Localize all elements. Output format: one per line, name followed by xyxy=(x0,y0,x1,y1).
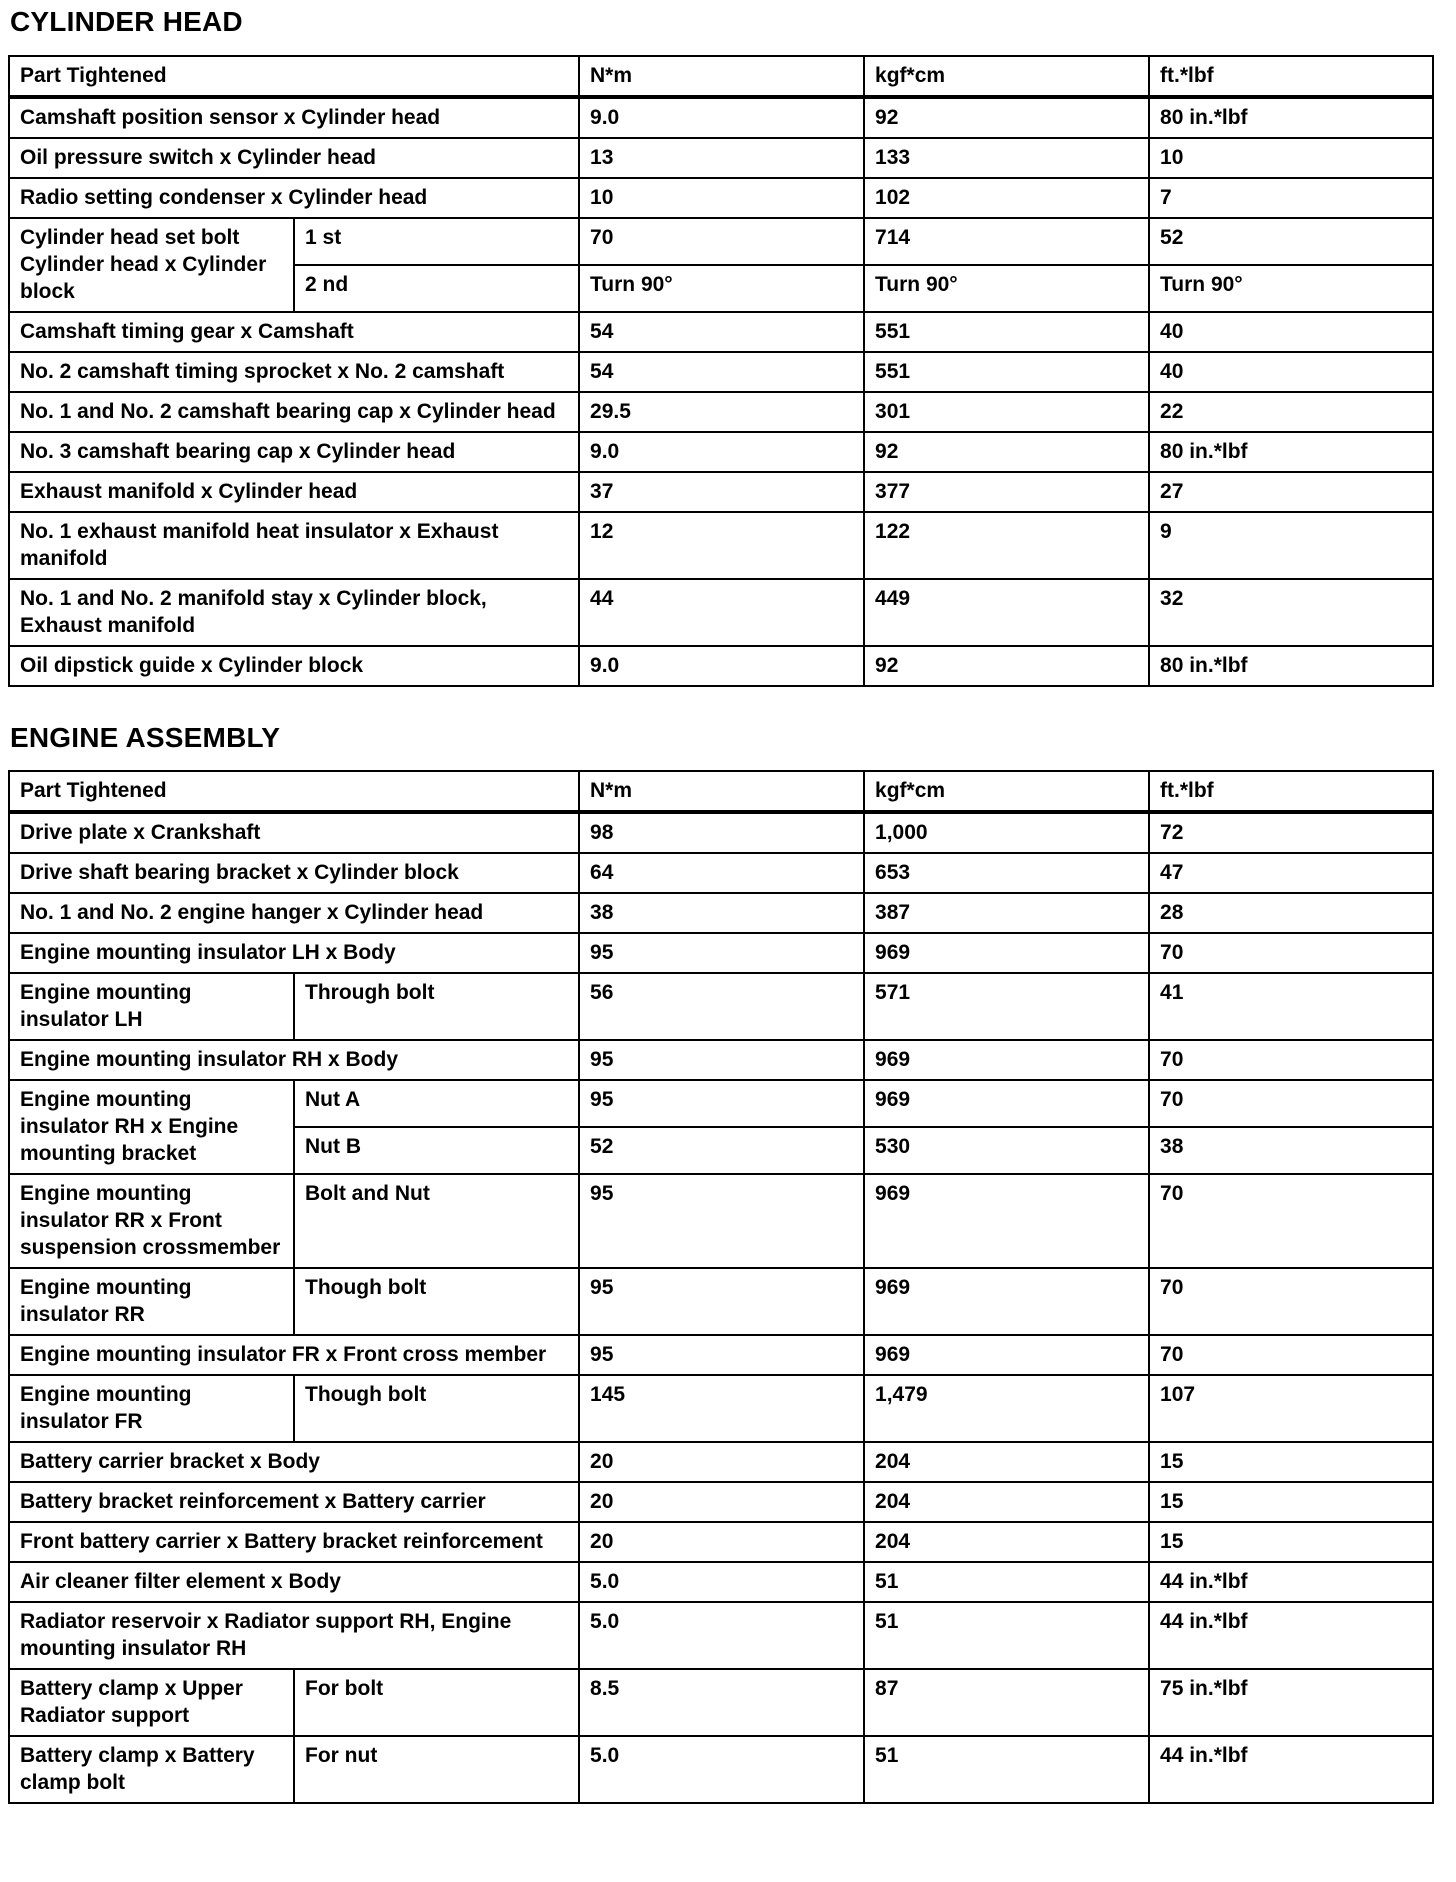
kgf-cm-cell: 133 xyxy=(864,138,1149,178)
kgf-cm-cell: 301 xyxy=(864,392,1149,432)
nm-cell: 70 xyxy=(579,218,864,265)
fastener-cell: Through bolt xyxy=(294,973,579,1040)
nm-cell: 5.0 xyxy=(579,1562,864,1602)
part-cell: Oil dipstick guide x Cylinder block xyxy=(9,646,579,686)
nm-cell: 52 xyxy=(579,1127,864,1174)
part-cell: Air cleaner filter element x Body xyxy=(9,1562,579,1602)
table-header-row xyxy=(9,771,1433,812)
kgf-cm-cell: 204 xyxy=(864,1442,1149,1482)
kgf-cm-cell: 51 xyxy=(864,1602,1149,1669)
ft-lbf-cell: 80 in.*lbf xyxy=(1149,97,1433,138)
table-row xyxy=(9,1174,1433,1268)
part-cell: Engine mounting insulator RH x Body xyxy=(9,1040,579,1080)
table-row xyxy=(9,1080,1433,1127)
ft-lbf-cell: 70 xyxy=(1149,1174,1433,1268)
part-cell: Camshaft position sensor x Cylinder head xyxy=(9,97,579,138)
nm-cell: 44 xyxy=(579,579,864,646)
fastener-cell: Though bolt xyxy=(294,1268,579,1335)
kgf-cm-cell: 969 xyxy=(864,1174,1149,1268)
ft-lbf-cell: 22 xyxy=(1149,392,1433,432)
table-row xyxy=(9,138,1433,178)
kgf-cm-cell: Turn 90° xyxy=(864,265,1149,312)
part-cell: Battery clamp x Battery clamp bolt xyxy=(9,1736,294,1803)
kgf-cm-cell: 571 xyxy=(864,973,1149,1040)
kgf-cm-cell: 449 xyxy=(864,579,1149,646)
nm-cell: 5.0 xyxy=(579,1736,864,1803)
table-row xyxy=(9,853,1433,893)
table-row xyxy=(9,1375,1433,1442)
torque-table-engine-assembly xyxy=(8,770,1434,1804)
ft-lbf-cell: 47 xyxy=(1149,853,1433,893)
ft-lbf-cell: 80 in.*lbf xyxy=(1149,646,1433,686)
kgf-cm-cell: 969 xyxy=(864,1040,1149,1080)
table-row xyxy=(9,97,1433,138)
kgf-cm-cell: 92 xyxy=(864,97,1149,138)
table-row xyxy=(9,1335,1433,1375)
part-cell: Battery bracket reinforcement x Battery carrier xyxy=(9,1482,579,1522)
kgf-cm-cell: 714 xyxy=(864,218,1149,265)
table-row xyxy=(9,893,1433,933)
kgf-cm-cell: 51 xyxy=(864,1736,1149,1803)
kgf-cm-cell: 87 xyxy=(864,1669,1149,1736)
ft-lbf-cell: 52 xyxy=(1149,218,1433,265)
kgf-cm-cell: 102 xyxy=(864,178,1149,218)
nm-cell: 13 xyxy=(579,138,864,178)
ft-lbf-cell: 70 xyxy=(1149,1080,1433,1127)
ft-lbf-cell: 38 xyxy=(1149,1127,1433,1174)
part-cell: No. 1 and No. 2 engine hanger x Cylinder head xyxy=(9,893,579,933)
table-row xyxy=(9,579,1433,646)
ft-lbf-cell: Turn 90° xyxy=(1149,265,1433,312)
ft-lbf-cell: 7 xyxy=(1149,178,1433,218)
part-cell: Front battery carrier x Battery bracket reinforcement xyxy=(9,1522,579,1562)
fastener-cell: 2 nd xyxy=(294,265,579,312)
part-cell: Engine mounting insulator RH x Engine mounting bracket xyxy=(9,1080,294,1174)
header-nm: N*m xyxy=(579,56,864,97)
part-cell: No. 3 camshaft bearing cap x Cylinder head xyxy=(9,432,579,472)
ft-lbf-cell: 10 xyxy=(1149,138,1433,178)
nm-cell: 12 xyxy=(579,512,864,579)
ft-lbf-cell: 15 xyxy=(1149,1482,1433,1522)
fastener-cell: For bolt xyxy=(294,1669,579,1736)
ft-lbf-cell: 41 xyxy=(1149,973,1433,1040)
ft-lbf-cell: 107 xyxy=(1149,1375,1433,1442)
kgf-cm-cell: 1,000 xyxy=(864,812,1149,853)
kgf-cm-cell: 969 xyxy=(864,933,1149,973)
ft-lbf-cell: 70 xyxy=(1149,933,1433,973)
part-cell: Camshaft timing gear x Camshaft xyxy=(9,312,579,352)
nm-cell: 95 xyxy=(579,1335,864,1375)
kgf-cm-cell: 530 xyxy=(864,1127,1149,1174)
nm-cell: 95 xyxy=(579,1268,864,1335)
table-row xyxy=(9,472,1433,512)
table-row xyxy=(9,1522,1433,1562)
kgf-cm-cell: 204 xyxy=(864,1522,1149,1562)
part-cell: Radio setting condenser x Cylinder head xyxy=(9,178,579,218)
ft-lbf-cell: 44 in.*lbf xyxy=(1149,1736,1433,1803)
header-nm: N*m xyxy=(579,771,864,812)
nm-cell: 29.5 xyxy=(579,392,864,432)
kgf-cm-cell: 204 xyxy=(864,1482,1149,1522)
nm-cell: 37 xyxy=(579,472,864,512)
nm-cell: 20 xyxy=(579,1442,864,1482)
ft-lbf-cell: 28 xyxy=(1149,893,1433,933)
nm-cell: 145 xyxy=(579,1375,864,1442)
table-row xyxy=(9,933,1433,973)
section-title-engine-assembly: ENGINE ASSEMBLY xyxy=(10,722,281,753)
kgf-cm-cell: 969 xyxy=(864,1335,1149,1375)
part-cell: Radiator reservoir x Radiator support RH, Engine mounting insulator RH xyxy=(9,1602,579,1669)
fastener-cell: Nut B xyxy=(294,1127,579,1174)
header-part-tightened: Part Tightened xyxy=(9,56,579,97)
nm-cell: 54 xyxy=(579,312,864,352)
kgf-cm-cell: 1,479 xyxy=(864,1375,1149,1442)
kgf-cm-cell: 387 xyxy=(864,893,1149,933)
nm-cell: 95 xyxy=(579,1174,864,1268)
fastener-cell: 1 st xyxy=(294,218,579,265)
ft-lbf-cell: 40 xyxy=(1149,312,1433,352)
ft-lbf-cell: 70 xyxy=(1149,1268,1433,1335)
part-cell: Exhaust manifold x Cylinder head xyxy=(9,472,579,512)
table-row xyxy=(9,1268,1433,1335)
header-part-tightened: Part Tightened xyxy=(9,771,579,812)
ft-lbf-cell: 70 xyxy=(1149,1040,1433,1080)
part-cell: Battery clamp x Upper Radiator support xyxy=(9,1669,294,1736)
ft-lbf-cell: 27 xyxy=(1149,472,1433,512)
part-cell: Oil pressure switch x Cylinder head xyxy=(9,138,579,178)
part-cell: Battery carrier bracket x Body xyxy=(9,1442,579,1482)
header-kgf-cm: kgf*cm xyxy=(864,771,1149,812)
part-cell: Engine mounting insulator FR x Front cross member xyxy=(9,1335,579,1375)
ft-lbf-cell: 9 xyxy=(1149,512,1433,579)
section-title-cylinder-head: CYLINDER HEAD xyxy=(10,6,243,37)
kgf-cm-cell: 969 xyxy=(864,1268,1149,1335)
header-kgf-cm: kgf*cm xyxy=(864,56,1149,97)
fastener-cell: Nut A xyxy=(294,1080,579,1127)
table-row xyxy=(9,178,1433,218)
table-row xyxy=(9,646,1433,686)
ft-lbf-cell: 40 xyxy=(1149,352,1433,392)
ft-lbf-cell: 44 in.*lbf xyxy=(1149,1602,1433,1669)
fastener-cell: Though bolt xyxy=(294,1375,579,1442)
table-row xyxy=(9,392,1433,432)
kgf-cm-cell: 969 xyxy=(864,1080,1149,1127)
nm-cell: 95 xyxy=(579,1040,864,1080)
nm-cell: 56 xyxy=(579,973,864,1040)
part-cell: Cylinder head set bolt Cylinder head x Cylinder block xyxy=(9,218,294,312)
part-cell: Engine mounting insulator RR xyxy=(9,1268,294,1335)
part-cell: Engine mounting insulator FR xyxy=(9,1375,294,1442)
table-row xyxy=(9,973,1433,1040)
ft-lbf-cell: 70 xyxy=(1149,1335,1433,1375)
nm-cell: 64 xyxy=(579,853,864,893)
header-ft-lbf: ft.*lbf xyxy=(1149,771,1433,812)
ft-lbf-cell: 72 xyxy=(1149,812,1433,853)
part-cell: Drive shaft bearing bracket x Cylinder block xyxy=(9,853,579,893)
table-row xyxy=(9,312,1433,352)
ft-lbf-cell: 15 xyxy=(1149,1442,1433,1482)
part-cell: No. 2 camshaft timing sprocket x No. 2 camshaft xyxy=(9,352,579,392)
nm-cell: 9.0 xyxy=(579,646,864,686)
nm-cell: 20 xyxy=(579,1482,864,1522)
ft-lbf-cell: 44 in.*lbf xyxy=(1149,1562,1433,1602)
kgf-cm-cell: 51 xyxy=(864,1562,1149,1602)
ft-lbf-cell: 32 xyxy=(1149,579,1433,646)
table-row xyxy=(9,218,1433,265)
nm-cell: 10 xyxy=(579,178,864,218)
table-row xyxy=(9,1562,1433,1602)
kgf-cm-cell: 551 xyxy=(864,312,1149,352)
kgf-cm-cell: 92 xyxy=(864,646,1149,686)
ft-lbf-cell: 15 xyxy=(1149,1522,1433,1562)
table-row xyxy=(9,1482,1433,1522)
table-row xyxy=(9,812,1433,853)
nm-cell: 8.5 xyxy=(579,1669,864,1736)
part-cell: No. 1 exhaust manifold heat insulator x Exhaust manifold xyxy=(9,512,579,579)
nm-cell: 54 xyxy=(579,352,864,392)
part-cell: No. 1 and No. 2 camshaft bearing cap x Cylinder head xyxy=(9,392,579,432)
nm-cell: 5.0 xyxy=(579,1602,864,1669)
table-row xyxy=(9,512,1433,579)
kgf-cm-cell: 122 xyxy=(864,512,1149,579)
torque-table-cylinder-head xyxy=(8,55,1434,687)
header-ft-lbf: ft.*lbf xyxy=(1149,56,1433,97)
nm-cell: Turn 90° xyxy=(579,265,864,312)
ft-lbf-cell: 75 in.*lbf xyxy=(1149,1669,1433,1736)
table-row xyxy=(9,1040,1433,1080)
nm-cell: 95 xyxy=(579,933,864,973)
kgf-cm-cell: 653 xyxy=(864,853,1149,893)
fastener-cell: For nut xyxy=(294,1736,579,1803)
ft-lbf-cell: 80 in.*lbf xyxy=(1149,432,1433,472)
table-row xyxy=(9,1669,1433,1736)
part-cell: Engine mounting insulator LH x Body xyxy=(9,933,579,973)
nm-cell: 20 xyxy=(579,1522,864,1562)
kgf-cm-cell: 551 xyxy=(864,352,1149,392)
table-row xyxy=(9,1442,1433,1482)
part-cell: Drive plate x Crankshaft xyxy=(9,812,579,853)
table-row xyxy=(9,352,1433,392)
table-row xyxy=(9,1736,1433,1803)
part-cell: No. 1 and No. 2 manifold stay x Cylinder block, Exhaust manifold xyxy=(9,579,579,646)
kgf-cm-cell: 377 xyxy=(864,472,1149,512)
kgf-cm-cell: 92 xyxy=(864,432,1149,472)
nm-cell: 9.0 xyxy=(579,432,864,472)
nm-cell: 9.0 xyxy=(579,97,864,138)
nm-cell: 38 xyxy=(579,893,864,933)
table-row xyxy=(9,432,1433,472)
nm-cell: 95 xyxy=(579,1080,864,1127)
fastener-cell: Bolt and Nut xyxy=(294,1174,579,1268)
table-header-row xyxy=(9,56,1433,97)
table-row xyxy=(9,1602,1433,1669)
part-cell: Engine mounting insulator LH xyxy=(9,973,294,1040)
part-cell: Engine mounting insulator RR x Front suspension crossmember xyxy=(9,1174,294,1268)
nm-cell: 98 xyxy=(579,812,864,853)
